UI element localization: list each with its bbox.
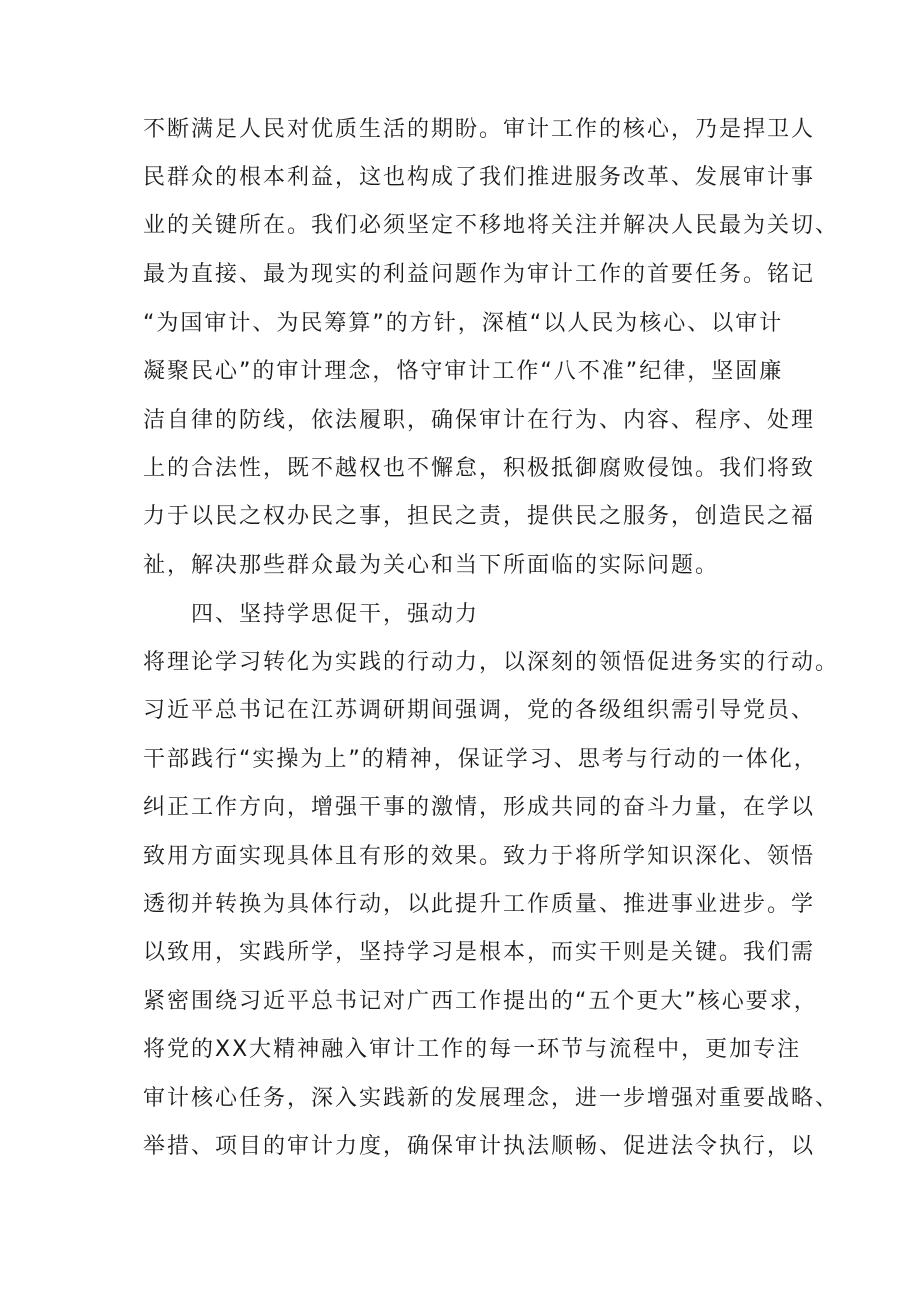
- paragraph-line: 致用方面实现具体且有形的效果。致力于将所学知识深化、领悟: [143, 844, 816, 869]
- paragraph-line: 上的合法性，既不越权也不懈怠，积极抵御腐败侵蚀。我们将致: [143, 456, 816, 481]
- paragraph-line: 凝聚民心”的审计理念，恪守审计工作“八不准”纪律，坚固廉: [143, 359, 784, 384]
- paragraph-line: 习近平总书记在江苏调研期间强调，党的各级组织需引导党员、: [143, 698, 816, 723]
- paragraph-line: 最为直接、最为现实的利益问题作为审计工作的首要任务。铭记: [143, 262, 816, 287]
- paragraph-line: 审计核心任务，深入实践新的发展理念，进一步增强对重要战略、: [143, 1086, 840, 1111]
- paragraph-line: “为国审计、为民筹算”的方针，深植“以人民为核心、以审计: [143, 311, 784, 336]
- paragraph-line: 透彻并转换为具体行动，以此提升工作质量、推进事业进步。学: [143, 892, 816, 917]
- paragraph-line: 紧密围绕习近平总书记对广西工作提出的“五个更大”核心要求，: [143, 989, 818, 1014]
- paragraph-line: 洁自律的防线，依法履职，确保审计在行为、内容、程序、处理: [143, 408, 816, 433]
- paragraph-line: 干部践行“实操为上”的精神，保证学习、思考与行动的一体化，: [143, 747, 818, 772]
- paragraph-line: 将理论学习转化为实践的行动力，以深刻的领悟促进务实的行动。: [143, 650, 840, 675]
- paragraph-line: 祉，解决那些群众最为关心和当下所面临的实际问题。: [143, 553, 720, 578]
- paragraph-line: 力于以民之权办民之事，担民之责，提供民之服务，创造民之福: [143, 504, 816, 529]
- paragraph-line: 举措、项目的审计力度，确保审计执法顺畅、促进法令执行，以: [143, 1134, 816, 1159]
- paragraph-line: 不断满足人民对优质生活的期盼。审计工作的核心，乃是捍卫人: [143, 117, 816, 142]
- paragraph-line: 纠正工作方向，增强干事的激情，形成共同的奋斗力量，在学以: [143, 795, 816, 820]
- paragraph-line: 业的关键所在。我们必须坚定不移地将关注并解决人民最为关切、: [143, 213, 840, 238]
- section-heading: 四、坚持学思促干，强动力: [191, 602, 480, 627]
- paragraph-line: 民群众的根本利益，这也构成了我们推进服务改革、发展审计事: [143, 165, 816, 190]
- paragraph-line: 以致用，实践所学，坚持学习是根本，而实干则是关键。我们需: [143, 940, 816, 965]
- paragraph-line: 将党的XX大精神融入审计工作的每一环节与流程中，更加专注: [143, 1037, 802, 1062]
